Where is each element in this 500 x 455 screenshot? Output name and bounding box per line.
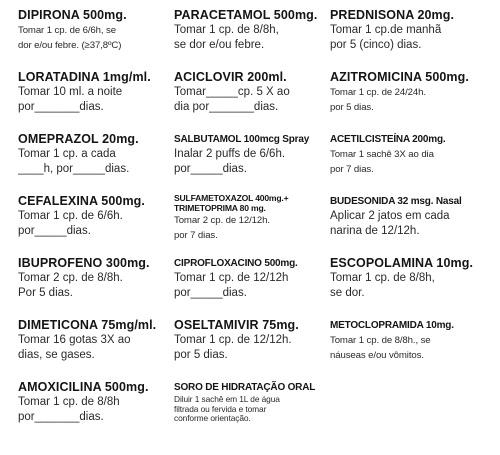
medication-instructions: Tomar 1 cp. de 6/6h. por_____dias. xyxy=(18,210,123,237)
medication-entry xyxy=(174,8,324,70)
medication-entry xyxy=(330,380,490,442)
medication-name: AZITROMICINA 500mg. xyxy=(330,70,469,84)
medication-name: PARACETAMOL 500mg. xyxy=(174,8,318,22)
medication-entry xyxy=(330,70,490,132)
medication-entry xyxy=(18,8,168,70)
prescription-card xyxy=(18,8,488,448)
medication-instructions: Tomar 1 cp. de 8/8h, se dor. xyxy=(330,272,435,299)
medication-name: PREDNISONA 20mg. xyxy=(330,8,455,22)
medication-entry xyxy=(174,70,324,132)
medication-instructions: Tomar 1 sachê 3X ao dia por 7 dias. xyxy=(330,149,434,175)
medication-name: IBUPROFENO 300mg. xyxy=(18,256,150,270)
medication-name: BUDESONIDA 32 msg. Nasal xyxy=(330,196,462,207)
medication-entry xyxy=(174,256,324,318)
medication-entry xyxy=(174,318,324,380)
medication-name: AMOXICILINA 500mg. xyxy=(18,380,149,394)
medication-instructions: Tomar_____cp. 5 X ao dia por_______dias. xyxy=(174,86,290,113)
medication-instructions: Tomar 1 cp. de 8/8h por_______dias. xyxy=(18,396,120,423)
medication-entry xyxy=(330,8,490,70)
medication-name: ACICLOVIR 200ml. xyxy=(174,70,287,84)
medication-instructions: Tomar 1 cp. de 12/12h. por 5 dias. xyxy=(174,334,292,361)
medication-instructions: Tomar 1 cp. de 8/8h, se dor e/ou febre. xyxy=(174,24,279,51)
medication-entry xyxy=(18,132,168,194)
medication-entry xyxy=(18,70,168,132)
medication-entry xyxy=(330,256,490,318)
medication-name: SALBUTAMOL 100mcg Spray xyxy=(174,134,310,145)
medication-entry xyxy=(330,318,490,380)
medication-name: CIPROFLOXACINO 500mg. xyxy=(174,258,298,269)
medication-name: SORO DE HIDRATAÇÃO ORAL xyxy=(174,382,316,393)
medication-name: OMEPRAZOL 20mg. xyxy=(18,132,139,146)
medication-entry xyxy=(18,318,168,380)
medication-name: SULFAMETOXAZOL 400mg.+ TRIMETOPRIMA 80 mg. xyxy=(174,194,289,213)
medication-grid xyxy=(18,8,490,442)
medication-instructions: Tomar 2 cp. de 8/8h. Por 5 dias. xyxy=(18,272,123,299)
medication-instructions: Tomar 1 cp. de 24/24h. por 5 dias. xyxy=(330,87,426,113)
medication-instructions: Tomar 1 cp. de 8/8h., se náuseas e/ou vômitos. xyxy=(330,335,431,361)
medication-instructions: Tomar 16 gotas 3X ao dias, se gases. xyxy=(18,334,131,361)
medication-entry xyxy=(330,194,490,256)
medication-instructions: Tomar 1 cp.de manhã por 5 (cinco) dias. xyxy=(330,24,442,51)
medication-instructions: Tomar 1 cp. de 12/12h por_____dias. xyxy=(174,272,289,299)
medication-name: DIPIRONA 500mg. xyxy=(18,8,127,22)
medication-entry xyxy=(174,380,324,442)
medication-name: CEFALEXINA 500mg. xyxy=(18,194,145,208)
medication-instructions: Tomar 1 cp. a cada ____h, por_____dias. xyxy=(18,148,130,175)
medication-entry xyxy=(174,194,324,256)
medication-instructions: Inalar 2 puffs de 6/6h. por_____dias. xyxy=(174,148,286,175)
medication-name: OSELTAMIVIR 75mg. xyxy=(174,318,299,332)
medication-entry xyxy=(330,132,490,194)
medication-name: METOCLOPRAMIDA 10mg. xyxy=(330,320,454,331)
medication-instructions: Aplicar 2 jatos em cada narina de 12/12h. xyxy=(330,210,450,237)
medication-instructions: Tomar 2 cp. de 12/12h. por 7 dias. xyxy=(174,215,270,241)
medication-name: DIMETICONA 75mg/ml. xyxy=(18,318,157,332)
medication-name: ESCOPOLAMINA 10mg. xyxy=(330,256,474,270)
medication-name: ACETILCISTEÍNA 200mg. xyxy=(330,134,446,145)
medication-entry xyxy=(18,256,168,318)
medication-entry xyxy=(18,194,168,256)
medication-entry xyxy=(174,132,324,194)
medication-instructions: Tomar 1 cp. de 6/6h, se dor e/ou febre. (≥37,8ºC) xyxy=(18,25,122,51)
medication-instructions: Diluir 1 sachê em 1L de água filtrada ou fervida e tomar conforme orientação. xyxy=(174,394,280,424)
medication-name: LORATADINA 1mg/ml. xyxy=(18,70,151,84)
medication-entry xyxy=(18,380,168,442)
medication-instructions: Tomar 10 ml. a noite por_______dias. xyxy=(18,86,123,113)
